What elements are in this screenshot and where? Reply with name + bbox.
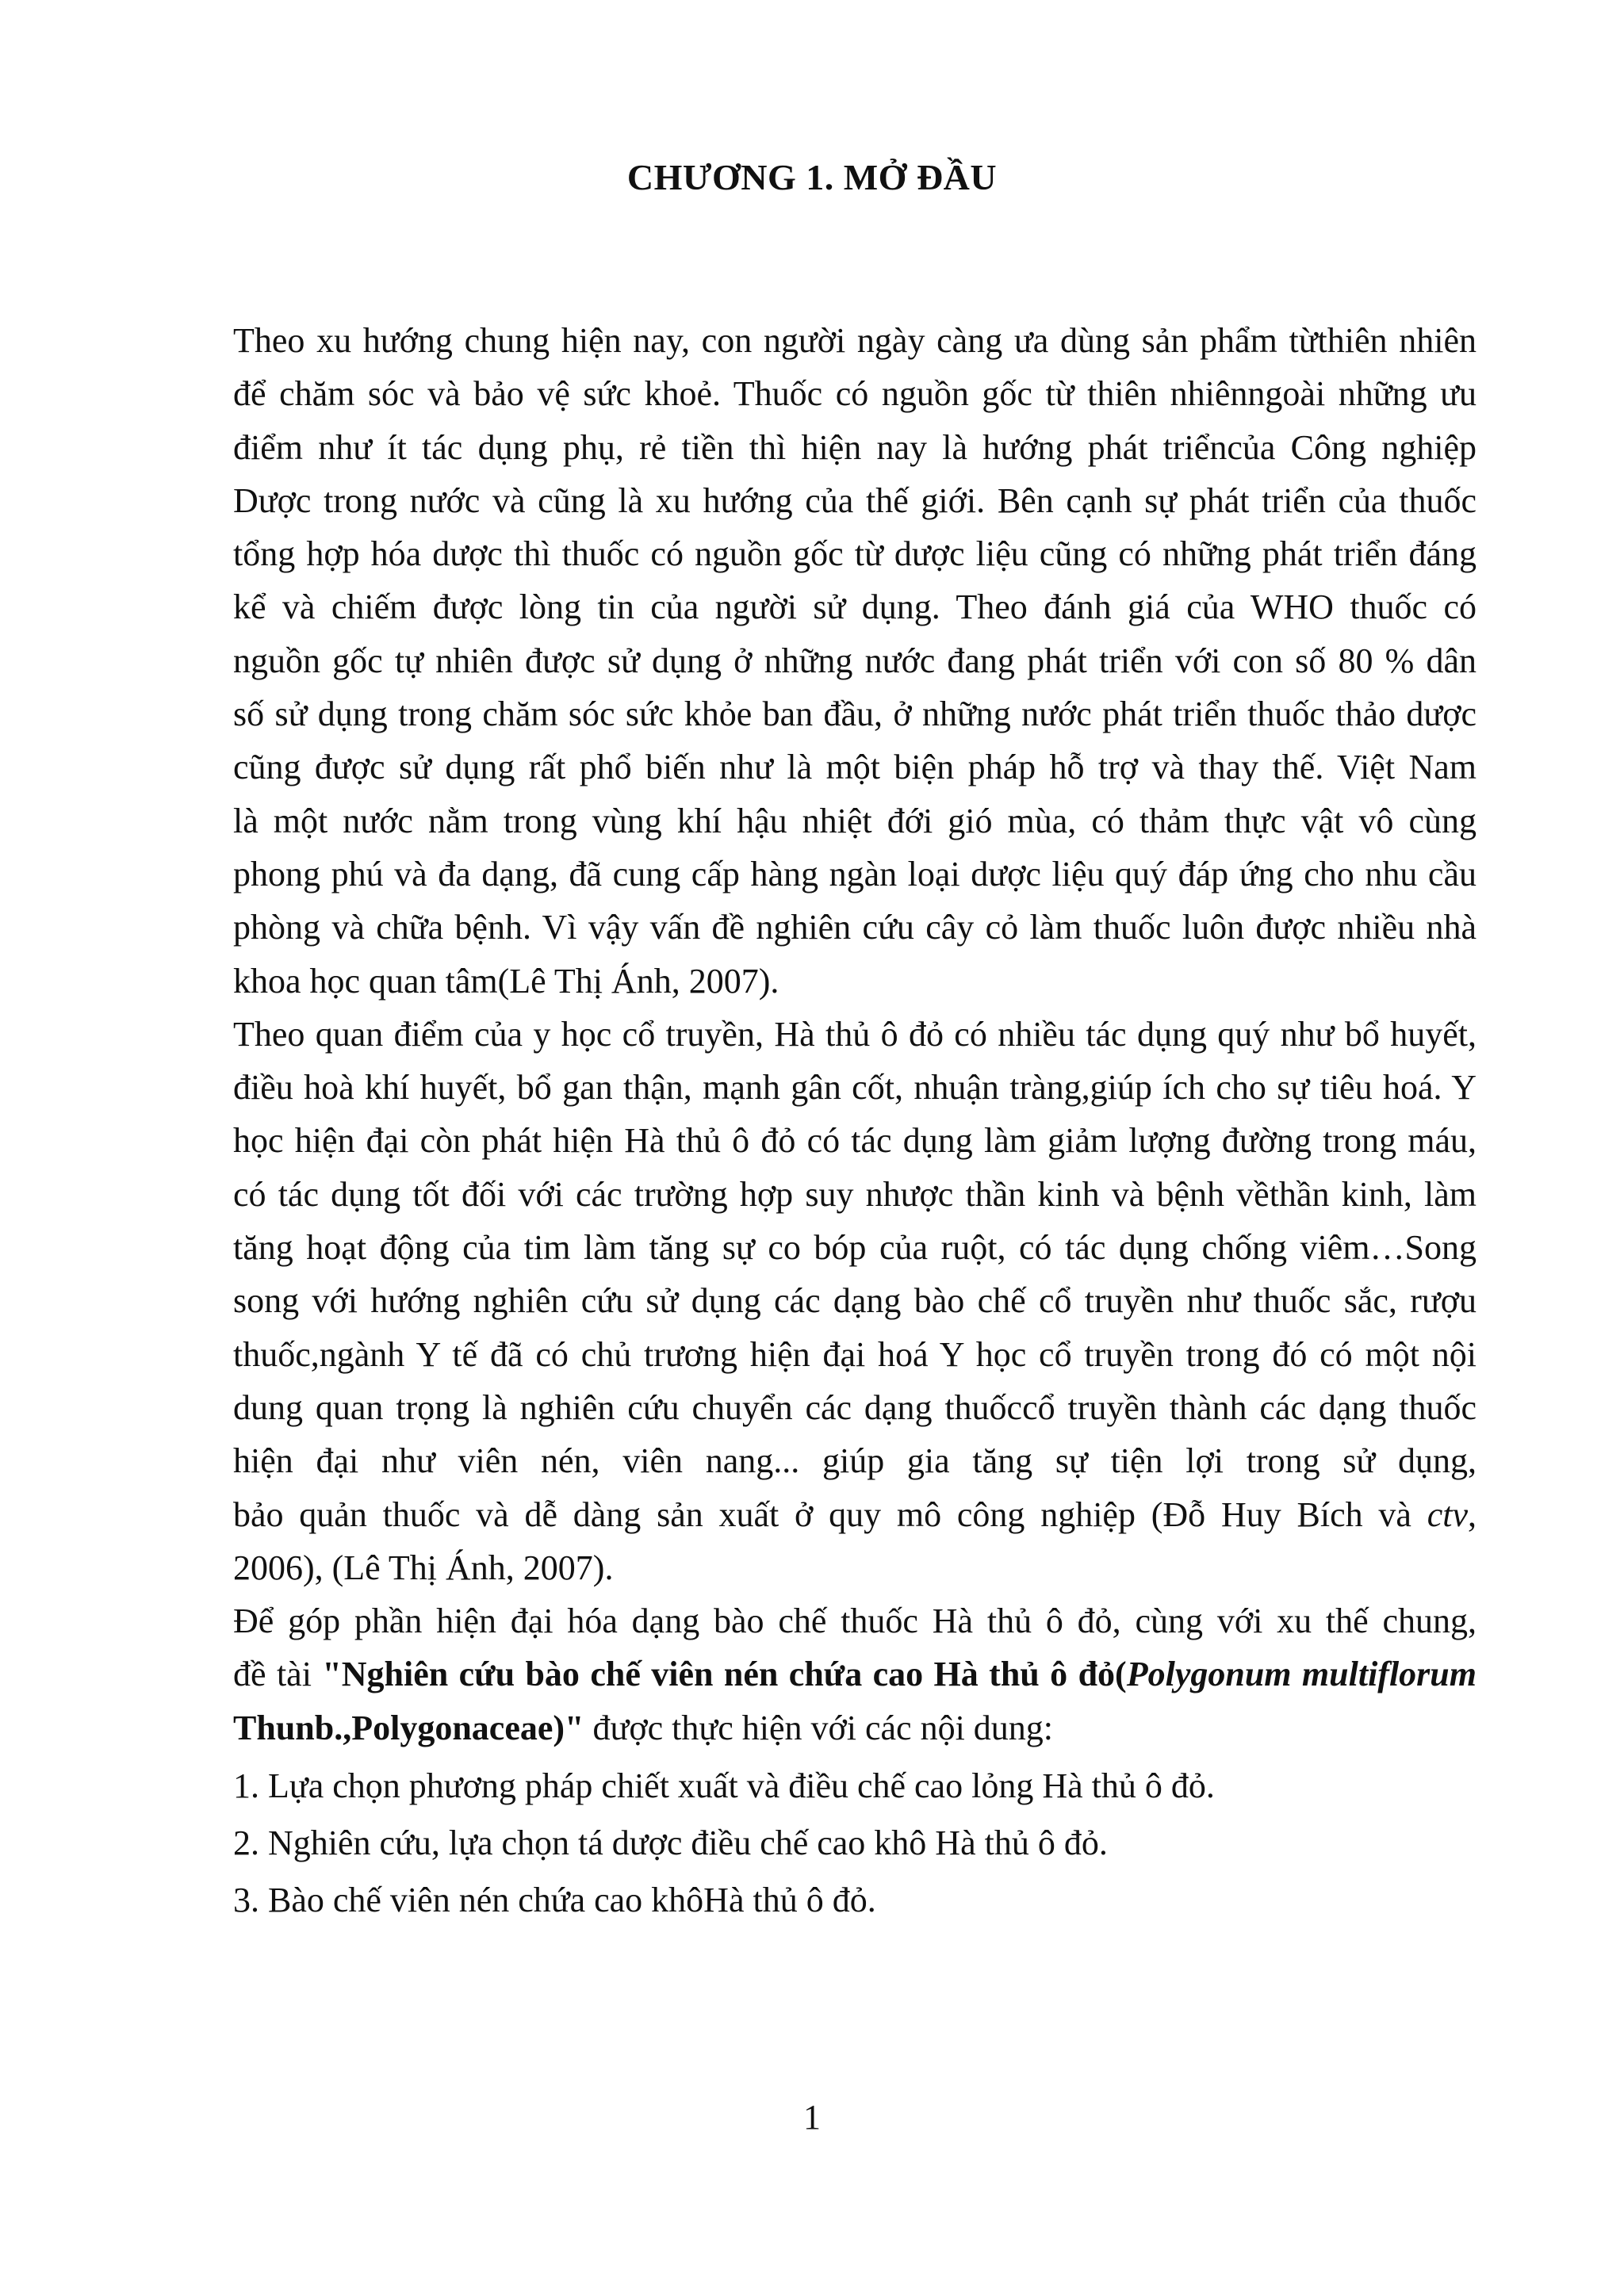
text-line: là một nước nằm trong vùng khí hậu nhiệt đới gió mùa, có thảm thực vật vô cùng (233, 801, 1477, 840)
text-line (233, 1488, 1477, 1541)
text-line: phòng và chữa bệnh. Vì vậy vấn đề nghiên cứu cây cỏ làm thuốc luôn được nhiều nhà (233, 908, 1477, 947)
species-name: Polygonum multiflorum (1126, 1655, 1477, 1694)
text-line: Dược trong nước và cũng là xu hướng của thế giới. Bên cạnh sự phát triển của thuốc (233, 480, 1477, 520)
text-line: học hiện đại còn phát hiện Hà thủ ô đỏ có tác dụng làm giảm lượng đường trong máu, (233, 1121, 1477, 1161)
text-line: nguồn gốc tự nhiên được sử dụng ở những nước đang phát triển với con số 80 % dân (233, 641, 1477, 680)
citation-comma: , (1468, 1494, 1477, 1534)
text-line: điều hoà khí huyết, bổ gan thận, mạnh gân cốt, nhuận tràng,giúp ích cho sự tiêu hoá. Y (233, 1068, 1477, 1108)
text-line: song với hướng nghiên cứu sử dụng các dạng bào chế cổ truyền như thuốc sắc, rượu (233, 1281, 1477, 1321)
text-line: dung quan trọng là nghiên cứu chuyển các dạng thuốccổ truyền thành các dạng thuốc (233, 1387, 1477, 1427)
text-line: Theo quan điểm của y học cổ truyền, Hà thủ ô đỏ có nhiều tác dụng quý như bổ huyết, (233, 1014, 1477, 1054)
chapter-title: CHƯƠNG 1. MỞ ĐẦU (626, 157, 998, 197)
objective-item: 1. Lựa chọn phương pháp chiết xuất và điều chế cao lỏng Hà thủ ô đỏ. (233, 1766, 1215, 1806)
text-line: điểm như ít tác dụng phụ, rẻ tiền thì hiện nay là hướng phát triểncủa Công nghiệp (233, 427, 1477, 467)
text-line: cũng được sử dụng rất phổ biến như là một biện pháp hỗ trợ và thay thế. Việt Nam (233, 748, 1477, 787)
text-line (233, 1647, 1477, 1701)
page-number: 1 (803, 2098, 821, 2137)
text-line: số sử dụng trong chăm sóc sức khỏe ban đầu, ở những nước phát triển thuốc thảo dược (233, 695, 1477, 734)
body-text (233, 314, 1477, 1929)
text-line: 2006), (Lê Thị Ánh, 2007). (233, 1548, 614, 1587)
species-author: Thunb.,Polygonaceae)" (233, 1708, 584, 1747)
citation-text: bảo quản thuốc và dễ dàng sản xuất ở quy mô công nghiệp (Đỗ Huy Bích và (233, 1494, 1411, 1534)
thesis-title: "Nghiên cứu bào chế viên nén chứa cao Hà thủ ô đỏ( (322, 1655, 1127, 1694)
paragraph-traditional-medicine (233, 1008, 1477, 1594)
text-line: hiện đại như viên nén, viên nang... giúp gia tăng sự tiện lợi trong sử dụng, (233, 1441, 1477, 1481)
paragraph-intro (233, 314, 1477, 1008)
text-line: để chăm sóc và bảo vệ sức khoẻ. Thuốc có nguồn gốc từ thiên nhiênngoài những ưu (233, 374, 1477, 414)
text-line: tổng hợp hóa dược thì thuốc có nguồn gốc từ dược liệu cũng có những phát triển đáng (233, 534, 1477, 574)
text-line: khoa học quan tâm(Lê Thị Ánh, 2007). (233, 961, 779, 1001)
objective-item: 2. Nghiên cứu, lựa chọn tá dược điều chế cao khô Hà thủ ô đỏ. (233, 1823, 1108, 1863)
text-line: Để góp phần hiện đại hóa dạng bào chế thuốc Hà thủ ô đỏ, cùng với xu thế chung, (233, 1601, 1477, 1641)
paragraph-thesis-topic (233, 1594, 1477, 1755)
text-line: có tác dụng tốt đối với các trường hợp suy nhược thần kinh và bệnh vềthần kinh, làm (233, 1174, 1477, 1214)
text-line: kể và chiếm được lòng tin của người sử dụng. Theo đánh giá của WHO thuốc có (233, 587, 1477, 627)
text-line (233, 1701, 1477, 1755)
text-line: thuốc,ngành Y tế đã có chủ trương hiện đại hoá Y học cổ truyền trong đó có một nội (233, 1334, 1477, 1374)
topic-prefix: đề tài (233, 1655, 323, 1694)
objective-item: 3. Bào chế viên nén chứa cao khôHà thủ ô đỏ. (233, 1881, 876, 1920)
topic-suffix: được thực hiện với các nội dung: (584, 1708, 1054, 1747)
text-line: Theo xu hướng chung hiện nay, con người ngày càng ưa dùng sản phẩm từthiên nhiên (233, 321, 1477, 360)
text-line: tăng hoạt động của tim làm tăng sự co bóp của ruột, có tác dụng chống viêm…Song (233, 1228, 1477, 1268)
citation-italic: ctv (1427, 1494, 1468, 1534)
text-line: phong phú và đa dạng, đã cung cấp hàng ngàn loại dược liệu quý đáp ứng cho nhu cầu (233, 854, 1477, 894)
